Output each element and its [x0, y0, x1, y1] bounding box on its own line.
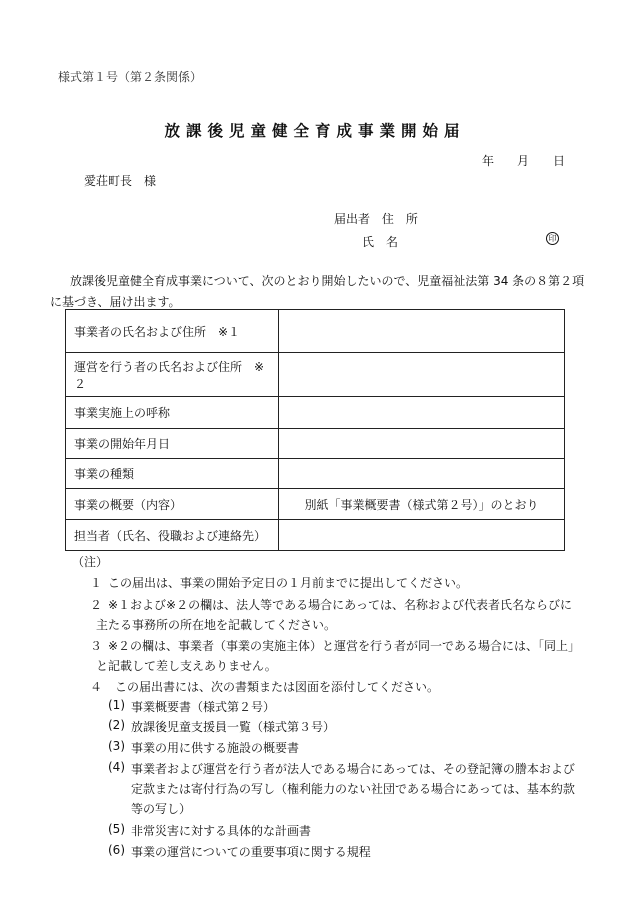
note-2-line-1: ※１および※２の欄は、法人等である場合にあっては、名称および代表者氏名ならびに [108, 598, 572, 612]
note-4-text: この届出書には、次の書類または図面を添付してください。 [115, 680, 440, 694]
note-1-number: １ [90, 576, 103, 590]
note-3-number: ３ [90, 639, 103, 653]
note-2-line-2: 主たる事務所の所在地を記載してください。 [96, 618, 337, 632]
attachment-4-line-3: 等の写し） [131, 802, 192, 816]
row-value[interactable] [279, 459, 565, 489]
attachment-3-text: 事業の用に供する施設の概要書 [131, 741, 300, 755]
row-label: 事業者の氏名および住所 ※１ [66, 310, 279, 353]
attachment-5-text: 非常災害に対する具体的な計画書 [131, 824, 312, 838]
addressee: 愛荘町長 様 [84, 174, 157, 188]
attachment-1-number: (1) [108, 698, 125, 712]
name-label: 氏 名 [362, 235, 399, 249]
attachment-6-text: 事業の運営についての重要事項に関する規程 [131, 845, 371, 859]
row-value[interactable] [279, 310, 565, 353]
note-3-line-1: ※２の欄は、事業者（事業の実施主体）と運営を行う者が同一である場合には、「同上」 [108, 639, 581, 653]
attachment-2-number: (2) [108, 718, 125, 732]
attachment-1-text: 事業概要書（様式第２号） [131, 700, 276, 714]
row-value[interactable] [279, 397, 565, 429]
body-paragraph [50, 271, 585, 313]
address-label: 住 所 [381, 212, 418, 226]
body-line-1: 放課後児童健全育成事業について、次のとおり開始したいので、児童福祉法第 34 条の８第２項 [70, 274, 585, 288]
row-value[interactable] [279, 520, 565, 551]
date-month-label: 月 [517, 154, 530, 168]
table-row [66, 489, 565, 520]
attachment-2-text: 放課後児童支援員一覧（様式第３号） [131, 720, 336, 734]
row-value[interactable] [279, 429, 565, 459]
row-value: 別紙「事業概要書（様式第２号）」のとおり [279, 489, 565, 520]
note-3-line-2: と記載して差し支えありません。 [96, 659, 277, 673]
row-label: 運営を行う者の氏名および住所 ※２ [66, 353, 279, 397]
attachment-4-line-2: 定款または寄付行為の写し（権利能力のない社団である場合にあっては、基本約款 [131, 782, 575, 796]
table-row [66, 353, 565, 397]
table-row [66, 520, 565, 551]
attachment-4-line-1: 事業者および運営を行う者が法人である場合にあっては、その登記簿の謄本および [131, 762, 575, 776]
row-value[interactable] [279, 353, 565, 397]
body-line-2: に基づき、届け出ます。 [50, 295, 181, 309]
notes-heading: （注） [72, 555, 109, 569]
date-year-label: 年 [482, 154, 495, 168]
note-1-text: この届出は、事業の開始予定日の１月前までに提出してください。 [108, 576, 469, 590]
row-label: 担当者（氏名、役職および連絡先） [66, 520, 279, 551]
row-label: 事業の開始年月日 [66, 429, 279, 459]
seal-icon: 印 [546, 232, 559, 245]
table-row [66, 459, 565, 489]
form-number: 様式第１号（第２条関係） [58, 70, 203, 84]
table-row [66, 429, 565, 459]
attachment-4-number: (4) [108, 760, 125, 774]
attachment-3-number: (3) [108, 739, 125, 753]
row-label: 事業実施上の呼称 [66, 397, 279, 429]
note-2-number: ２ [90, 598, 103, 612]
note-4-number: ４ [90, 680, 103, 694]
row-label: 事業の概要（内容） [66, 489, 279, 520]
attachment-5-number: (5) [108, 822, 125, 836]
table-row [66, 397, 565, 429]
table-row [66, 310, 565, 353]
row-label: 事業の種類 [66, 459, 279, 489]
notifier-label: 届出者 [334, 212, 371, 226]
application-table [65, 309, 565, 551]
attachment-6-number: (6) [108, 843, 125, 857]
notifier-address-line [334, 210, 418, 227]
document-title: 放課後児童健全育成事業開始届 [164, 122, 466, 140]
date-day-label: 日 [553, 154, 566, 168]
